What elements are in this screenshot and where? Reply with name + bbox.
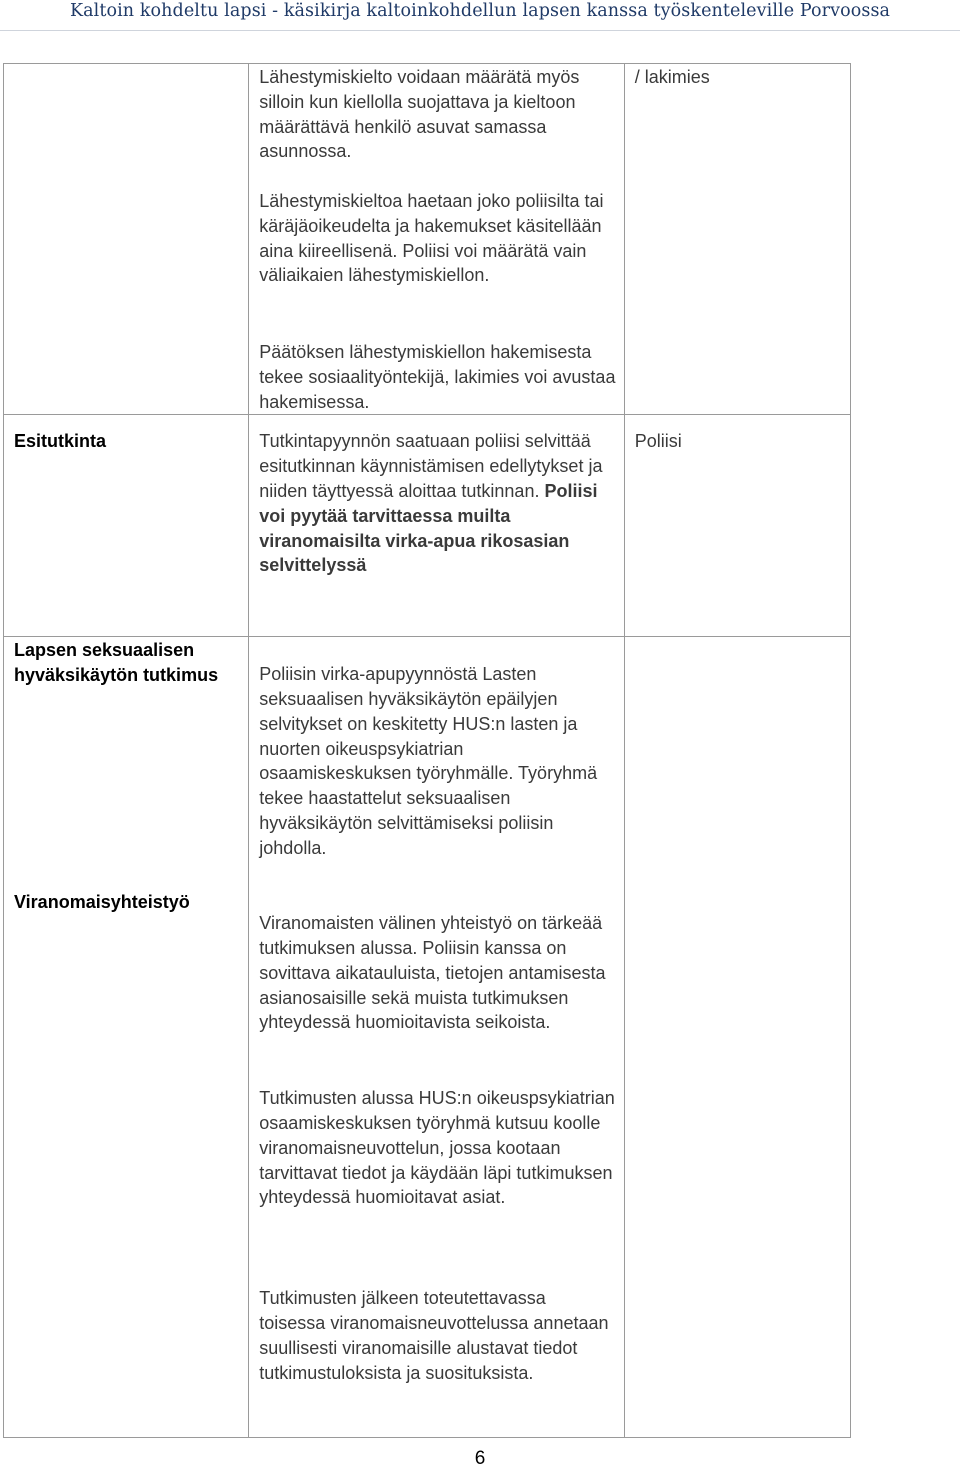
paragraph-bold: Poliisi voi pyytää tarvittaessa muilta viranomaisilta virka-apua rikosasian selvittelyssä [259,480,598,576]
topic-heading: Viranomaisyhteistyö [14,892,190,913]
responsible-cell: / lakimies [624,64,850,415]
topic-cell: Esitutkinta [4,415,249,637]
paragraph: Poliisin virka-apupyynnöstä Lasten seksuaalisen hyväksikäytön epäilyjen selvitykset on keskitetty HUS:n lasten ja nuorten oikeuspsykiatrian osaamiskeskuksen työryhmälle. Työryhmä tekee haastattelut seksuaalisen hyväksikäytön selvittämiseksi poliisin johdolla. [259,664,598,858]
table-row [4,415,851,637]
topic-cell [4,64,249,415]
header-title: Kaltoin kohdeltu lapsi - käsikirja kaltoinkohdellun lapsen kanssa työskenteleville Porvoossa [69,1,891,21]
paragraph: Lähestymiskieltoa haetaan joko poliisilta tai käräjäoikeudelta ja hakemukset käsitellään aina kiireellisenä. Poliisi voi määrätä vain väliaikaien lähestymiskiellon. [259,191,604,286]
procedure-table [3,63,851,1438]
paragraph: Viranomaisten välinen yhteistyö on tärkeää tutkimuksen alussa. Poliisin kanssa on sovittava aikatauluista, tietojen antamisesta asianosaisille sekä muista tutkimuksen yhteydessä huomioitavista seikoista. [259,913,606,1033]
paragraph: Päätöksen lähestymiskiellon hakemisesta tekee sosiaalityöntekijä, lakimies voi avustaa hakemisessa. [259,342,616,412]
topic-heading: Lapsen seksuaalisen hyväksikäytön tutkimus [14,640,219,685]
running-header [0,0,960,31]
table-row [4,64,851,415]
page-number: 6 [474,1448,486,1469]
paragraph: Lähestymiskielto voidaan määrätä myös silloin kun kiellolla suojattava ja kieltoon määrättävä henkilö asuvat samassa asunnossa. [259,67,580,162]
description-cell [249,637,624,1438]
topic-cell [4,637,249,1438]
description-cell [249,64,624,415]
description-cell [249,415,624,637]
table-row [4,637,851,1438]
paragraph: Tutkintapyynnön saatuaan poliisi selvittää esitutkinnan käynnistämisen edellytykset ja niiden täyttyessä aloittaa tutkinnan. [259,431,603,501]
paragraph: Tutkimusten jälkeen toteutettavassa toisessa viranomaisneuvottelussa annetaan suullisesti viranomaisille alustavat tiedot tutkimustuloksista ja suosituksista. [259,1288,609,1383]
paragraph: Tutkimusten alussa HUS:n oikeuspsykiatrian osaamiskeskuksen työryhmä kutsuu koolle viranomaisneuvottelun, jossa kootaan tarvittavat tiedot ja käydään läpi tutkimuksen yhteydessä huomioitavat asiat. [259,1088,615,1208]
responsible-cell [624,637,850,1438]
responsible-cell: Poliisi [624,415,850,637]
